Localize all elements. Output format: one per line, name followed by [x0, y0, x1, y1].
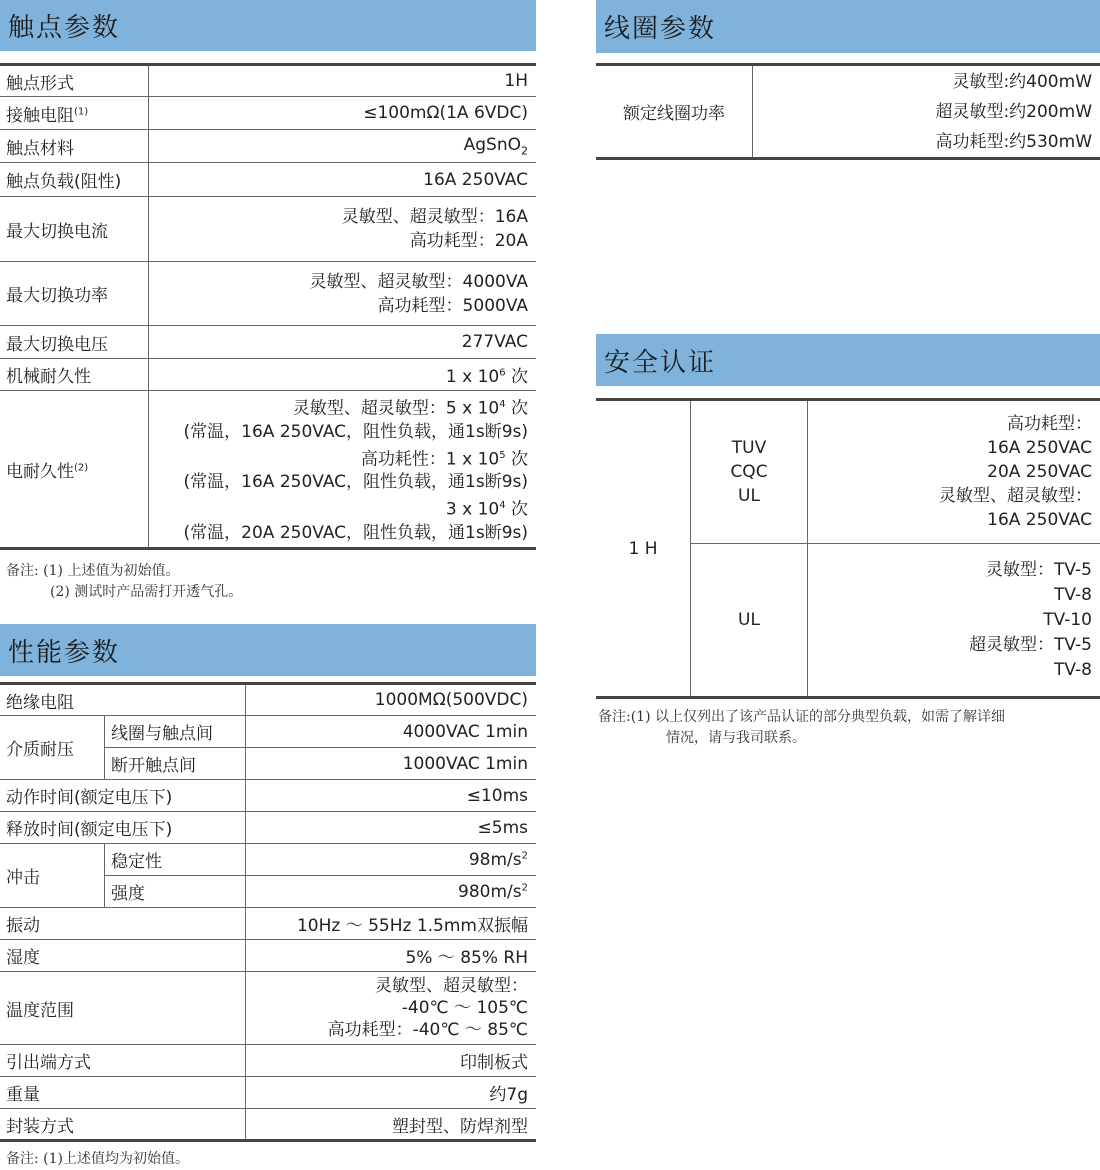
row-label: 振动 — [0, 908, 246, 940]
row-label: 封装方式 — [0, 1109, 246, 1141]
contact-section-title: 触点参数 — [8, 7, 120, 44]
row-label: 绝缘电阻 — [0, 684, 246, 716]
row-sublabel: 线圈与触点间 — [105, 716, 246, 748]
contact-row-load — [0, 163, 536, 197]
contact-section-header — [0, 0, 536, 51]
safety-note-2: 情况，请与我司联系。 — [666, 728, 806, 749]
row-sublabel: 稳定性 — [105, 844, 246, 876]
performance-table — [0, 682, 536, 1142]
row-value: 5% ～ 85% RH — [246, 940, 537, 972]
row-value: ≤100mΩ(1A 6VDC) — [149, 97, 537, 130]
row-value: 1H — [149, 65, 537, 97]
row-label: 最大切换电压 — [0, 326, 149, 359]
perf-row-vibration — [0, 908, 536, 940]
perf-row-release — [0, 812, 536, 844]
contact-row-max-power — [0, 262, 536, 326]
safety-certs-1: TUV CQC UL — [691, 400, 808, 544]
coil-table — [596, 63, 1100, 160]
perf-row-package — [0, 1109, 536, 1141]
row-value: 印制板式 — [246, 1045, 537, 1077]
row-value: 约7g — [246, 1077, 537, 1109]
contact-note-1: 备注: (1) 上述值为初始值。 — [6, 561, 179, 582]
coil-section-title: 线圈参数 — [604, 8, 716, 45]
safety-table — [596, 398, 1100, 699]
contact-table — [0, 63, 536, 550]
safety-section-header — [596, 334, 1100, 386]
row-label: 电耐久性$^{(2)}$ — [0, 391, 149, 549]
row-label: 冲击 — [0, 844, 105, 908]
contact-row-form — [0, 65, 536, 97]
row-label: 触点形式 — [0, 65, 149, 97]
row-value: 灵敏型、超灵敏型：5 x $10^4$ 次 (常温，16A 250VAC，阻性负载，通1s断9s) 高功耗性：1 x $10^5$ 次 (常温，16A 250VAC，阻性负载，通1s断9s) 3 x $10^4$ 次 (常温，20A 250VAC，阻性负载，通1s断9s) — [149, 391, 537, 549]
row-label: 机械耐久性 — [0, 359, 149, 391]
row-value: 10Hz ～ 55Hz 1.5mm双振幅 — [246, 908, 537, 940]
safety-type: 1 H — [596, 400, 691, 698]
contact-row-elec-life — [0, 391, 536, 549]
row-sublabel: 断开触点间 — [105, 748, 246, 780]
row-label: 引出端方式 — [0, 1045, 246, 1077]
row-value: 4000VAC 1min — [246, 716, 537, 748]
row-value: ≤5ms — [246, 812, 537, 844]
row-label: 接触电阻$^{(1)}$ — [0, 97, 149, 130]
coil-row-power — [596, 65, 1100, 159]
row-value: $98m/s^2$ — [246, 844, 537, 876]
contact-note-2: (2) 测试时产品需打开透气孔。 — [50, 582, 242, 603]
contact-row-max-current — [0, 197, 536, 262]
perf-row-dielectric-1 — [0, 716, 536, 748]
perf-row-operate — [0, 780, 536, 812]
safety-section-title: 安全认证 — [604, 342, 716, 379]
performance-section-header — [0, 624, 536, 676]
row-value: 灵敏型:约400mW 超灵敏型:约200mW 高功耗型:约530mW — [753, 65, 1100, 159]
perf-row-temperature — [0, 972, 536, 1045]
perf-row-terminal — [0, 1045, 536, 1077]
perf-row-humidity — [0, 940, 536, 972]
row-value: 1000MΩ(500VDC) — [246, 684, 537, 716]
row-value: 灵敏型、超灵敏型： -40℃ ～ 105℃ 高功耗型：-40℃ ～ 85℃ — [246, 972, 537, 1045]
row-label: 释放时间(额定电压下) — [0, 812, 246, 844]
row-label: 触点材料 — [0, 130, 149, 163]
perf-row-insulation — [0, 684, 536, 716]
coil-section-header — [596, 0, 1100, 53]
row-value: ≤10ms — [246, 780, 537, 812]
row-label: 触点负载(阻性) — [0, 163, 149, 197]
contact-row-max-voltage — [0, 326, 536, 359]
row-label: 额定线圈功率 — [596, 65, 753, 159]
row-label: 重量 — [0, 1077, 246, 1109]
row-value: 1000VAC 1min — [246, 748, 537, 780]
row-value: 灵敏型、超灵敏型：4000VA 高功耗型：5000VA — [149, 262, 537, 326]
row-label: 最大切换功率 — [0, 262, 149, 326]
performance-note: 备注: (1)上述值均为初始值。 — [6, 1149, 189, 1170]
safety-loads-1: 高功耗型： 16A 250VAC 20A 250VAC 灵敏型、超灵敏型： 16A 250VAC — [808, 400, 1100, 544]
row-value: 16A 250VAC — [149, 163, 537, 197]
row-label: 介质耐压 — [0, 716, 105, 780]
row-value: 277VAC — [149, 326, 537, 359]
contact-row-mech-life — [0, 359, 536, 391]
contact-row-resistance — [0, 97, 536, 130]
perf-row-weight — [0, 1077, 536, 1109]
row-label: 最大切换电流 — [0, 197, 149, 262]
row-value: AgSnO$_2$ — [149, 130, 537, 163]
safety-note-1: 备注:(1) 以上仅列出了该产品认证的部分典型负载，如需了解详细 — [598, 707, 1005, 728]
row-label: 湿度 — [0, 940, 246, 972]
row-sublabel: 强度 — [105, 876, 246, 908]
row-value: $980m/s^2$ — [246, 876, 537, 908]
row-label: 动作时间(额定电压下) — [0, 780, 246, 812]
safety-cert-2: UL — [691, 544, 808, 698]
safety-loads-2: 灵敏型：TV-5 TV-8 TV-10 超灵敏型：TV-5 TV-8 — [808, 544, 1100, 698]
perf-row-shock-1 — [0, 844, 536, 876]
row-value: 灵敏型、超灵敏型：16A 高功耗型：20A — [149, 197, 537, 262]
safety-row-group1 — [596, 400, 1100, 544]
row-label: 温度范围 — [0, 972, 246, 1045]
contact-row-material — [0, 130, 536, 163]
row-value: 塑封型、防焊剂型 — [246, 1109, 537, 1141]
row-value: 1 x $10^6$ 次 — [149, 359, 537, 391]
performance-section-title: 性能参数 — [8, 632, 120, 669]
